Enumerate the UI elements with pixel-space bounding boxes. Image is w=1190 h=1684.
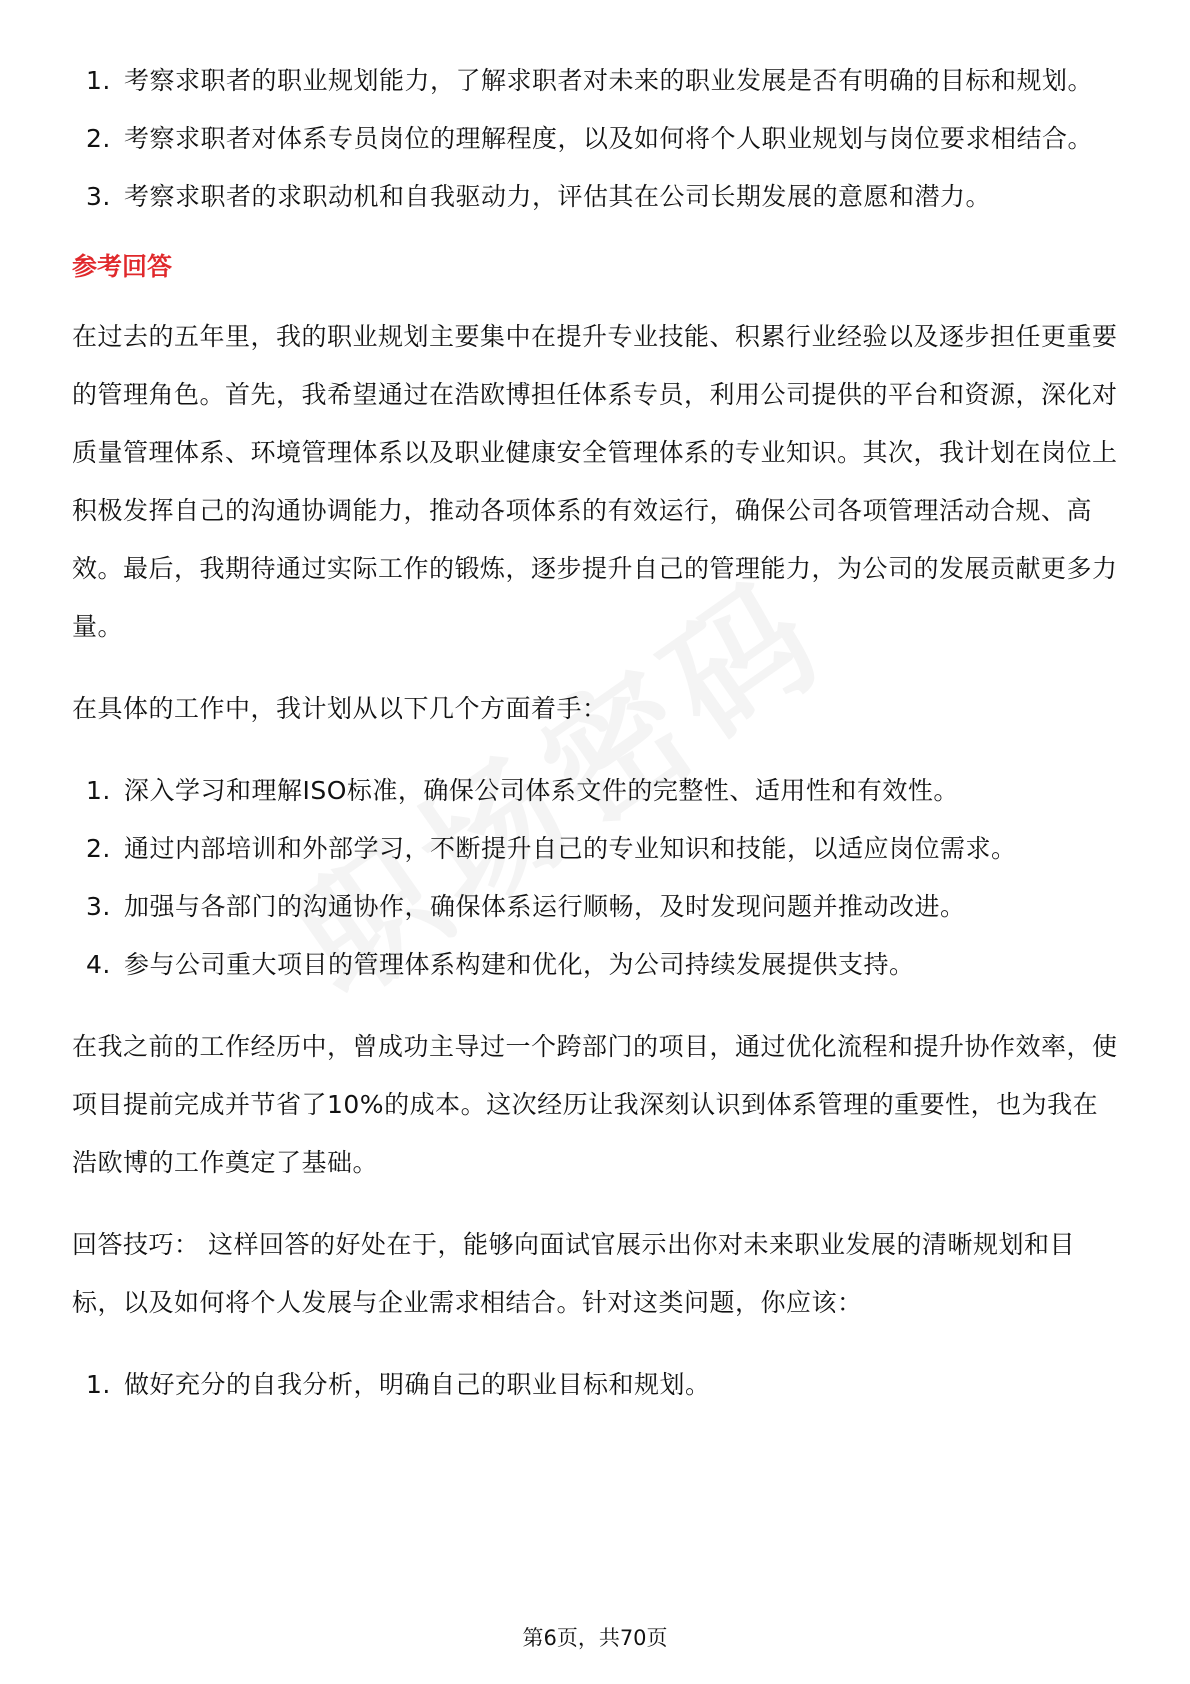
list-text: 考察求职者对体系专员岗位的理解程度，以及如何将个人职业规划与岗位要求相结合。 [124,124,1094,153]
page-footer: 第6页，共70页 [522,1626,668,1650]
list-text: 参与公司重大项目的管理体系构建和优化，为公司持续发展提供支持。 [124,950,915,979]
section-heading: 参考回答 [72,252,173,281]
answer-paragraph: 在过去的五年里，我的职业规划主要集中在提升专业技能、积累行业经验以及逐步担任更重要的管理角色。首先，我希望通过在浩欧博担任体系专员，利用公司提供的平台和资源，深化对质量管理体系、环境管理体系以及职业健康安全管理体系的专业知识。其次，我计划在岗位上积极发挥自己的沟通协调能力，推动各项体系的有效运行，确保公司各项管理活动合规、高效。最后，我期待通过实际工作的锻炼，逐步提升自己的管理能力，为公司的发展贡献更多力量。 [72,322,1118,641]
list-item [72,820,1122,878]
purpose-list [72,52,1122,226]
list-number: 3. [86,892,111,921]
list-number: 3. [86,182,111,211]
list-item [72,52,1122,110]
list-number: 1. [86,1370,111,1399]
list-text: 做好充分的自我分析，明确自己的职业目标和规划。 [124,1370,711,1399]
list-text: 深入学习和理解ISO标准，确保公司体系文件的完整性、适用性和有效性。 [124,776,959,805]
tips-paragraph: 回答技巧： 这样回答的好处在于，能够向面试官展示出你对未来职业发展的清晰规划和目标，以及如何将个人发展与企业需求相结合。针对这类问题，你应该： [72,1230,1075,1317]
list-item [72,936,1122,994]
list-text: 通过内部培训和外部学习，不断提升自己的专业知识和技能，以适应岗位需求。 [124,834,1017,863]
list-number: 4. [86,950,111,979]
plan-intro-paragraph: 在具体的工作中，我计划从以下几个方面着手： [72,694,608,723]
experience-paragraph: 在我之前的工作经历中，曾成功主导过一个跨部门的项目，通过优化流程和提升协作效率，使项目提前完成并节省了10%的成本。这次经历让我深刻认识到体系管理的重要性，也为我在浩欧博的工作奠定了基础。 [72,1032,1118,1177]
list-number: 1. [86,776,111,805]
page-content [72,52,1122,1414]
list-text: 考察求职者的职业规划能力，了解求职者对未来的职业发展是否有明确的目标和规划。 [124,66,1094,95]
list-item [72,110,1122,168]
list-number: 2. [86,834,111,863]
plan-list [72,762,1122,994]
list-item [72,168,1122,226]
list-item [72,1356,1122,1414]
list-number: 2. [86,124,111,153]
list-text: 考察求职者的求职动机和自我驱动力，评估其在公司长期发展的意愿和潜力。 [124,182,992,211]
list-item [72,762,1122,820]
tips-list [72,1356,1122,1414]
list-text: 加强与各部门的沟通协作，确保体系运行顺畅，及时发现问题并推动改进。 [124,892,966,921]
list-item [72,878,1122,936]
list-number: 1. [86,66,111,95]
